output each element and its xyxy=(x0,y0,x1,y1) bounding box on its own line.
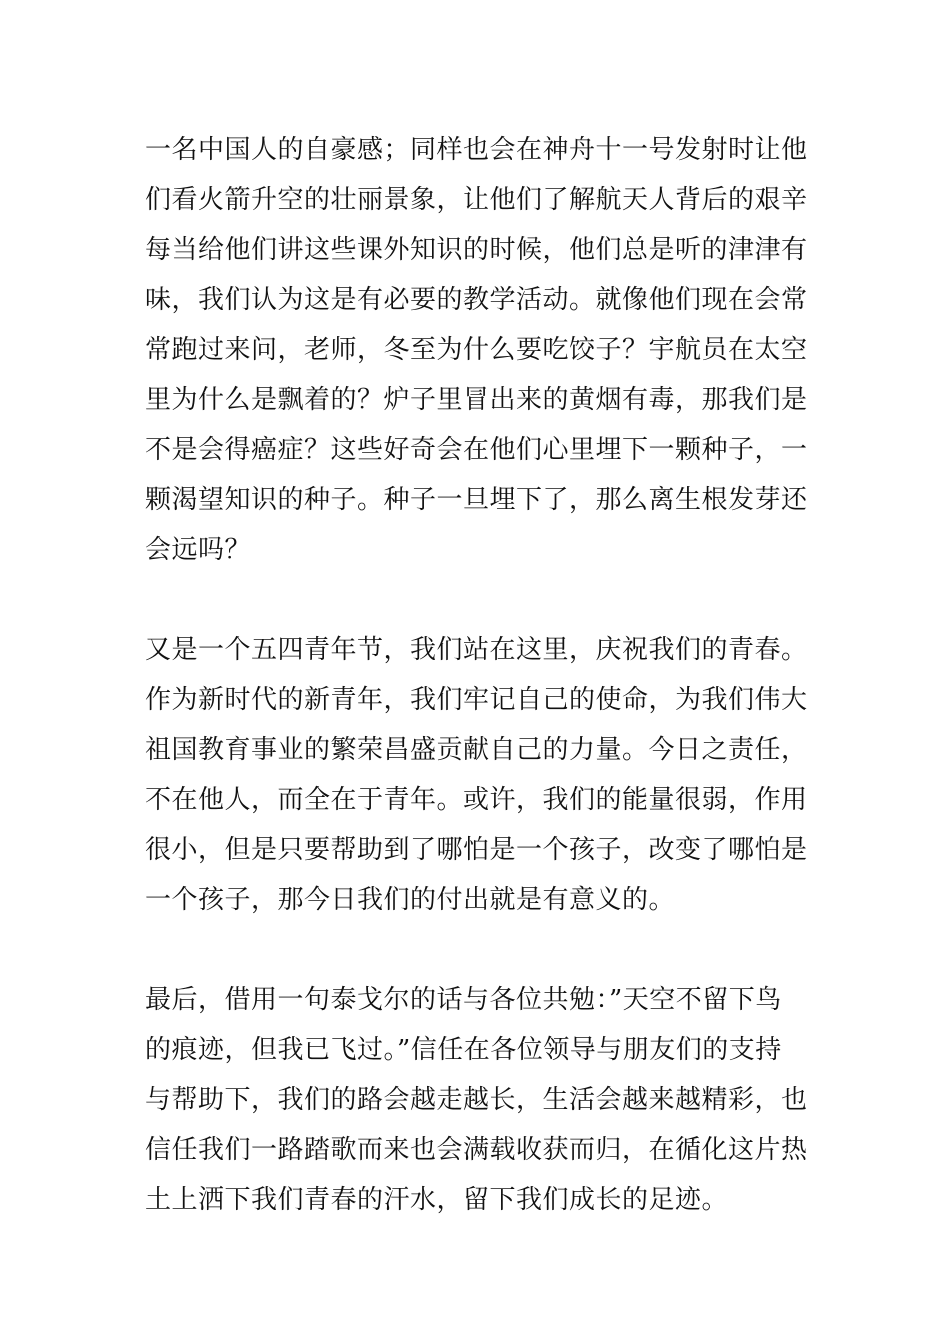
paragraph-2-line-4: 不在他人，而全在于青年。或许，我们的能量很弱，作用 xyxy=(145,785,808,815)
paragraph-2-line-5: 很小，但是只要帮助到了哪怕是一个孩子，改变了哪怕是 xyxy=(145,835,808,865)
paragraph-1-line-8: 颗渴望知识的种子。种子一旦埋下了，那么离生根发芽还 xyxy=(145,485,808,515)
paragraph-1-line-3: 每当给他们讲这些课外知识的时候，他们总是听的津津有 xyxy=(145,235,808,265)
paragraph-1-line-4: 味，我们认为这是有必要的教学活动。就像他们现在会常 xyxy=(145,285,808,315)
paragraph-2-line-3: 祖国教育事业的繁荣昌盛贡献自己的力量。今日之责任， xyxy=(145,735,808,765)
paragraph-3-line-3: 与帮助下，我们的路会越走越长，生活会越来越精彩，也 xyxy=(145,1085,808,1115)
paragraph-1-line-9: 会远吗？ xyxy=(145,535,252,565)
paragraph-1-line-2: 们看火箭升空的壮丽景象，让他们了解航天人背后的艰辛 xyxy=(145,185,808,215)
paragraph-3-line-2: 的痕迹，但我已飞过。”信任在各位领导与朋友们的支持 xyxy=(145,1035,782,1065)
paragraph-3-line-4: 信任我们一路踏歌而来也会满载收获而归，在循化这片热 xyxy=(145,1135,808,1165)
paragraph-2-line-2: 作为新时代的新青年，我们牢记自己的使命，为我们伟大 xyxy=(145,685,808,715)
paragraph-1-line-1: 一名中国人的自豪感；同样也会在神舟十一号发射时让他 xyxy=(145,135,808,165)
paragraph-3-line-1: 最后，借用一句泰戈尔的话与各位共勉：”天空不留下鸟 xyxy=(145,985,782,1015)
paragraph-1-line-6: 里为什么是飘着的？炉子里冒出来的黄烟有毒，那我们是 xyxy=(145,385,808,415)
paragraph-2-line-6: 一个孩子，那今日我们的付出就是有意义的。 xyxy=(145,885,676,915)
paragraph-2-line-1: 又是一个五四青年节，我们站在这里，庆祝我们的青春。 xyxy=(145,635,808,665)
paragraph-3-line-5: 土上洒下我们青春的汗水，留下我们成长的足迹。 xyxy=(145,1185,729,1215)
paragraph-1-line-5: 常跑过来问，老师，冬至为什么要吃饺子？宇航员在太空 xyxy=(145,335,808,365)
paragraph-1-line-7: 不是会得癌症？这些好奇会在他们心里埋下一颗种子，一 xyxy=(145,435,808,465)
